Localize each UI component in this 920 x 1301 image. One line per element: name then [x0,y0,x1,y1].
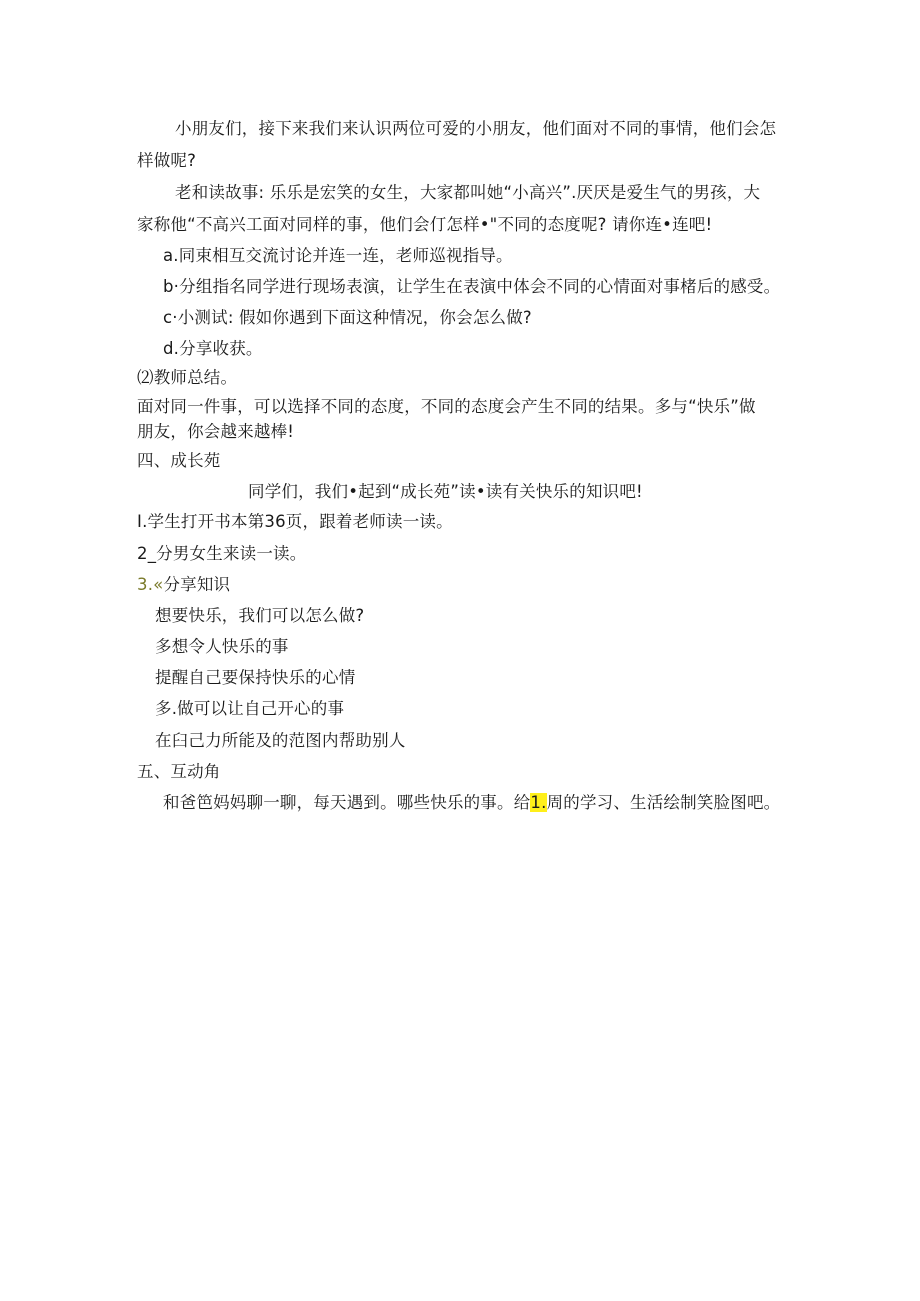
activity-a: a.同束相互交流讨论并连一连，老师巡视指导。 [163,246,513,265]
story-paragraph-line-1: 老和读故事: 乐乐是宏笑的女生，大家都叫她“小高兴”.厌厌是爱生气的男孩，大 [175,183,761,202]
step-1: I.学生打开书本第36页，跟着老师读一读。 [137,512,453,531]
step-3-label: 分享知识 [163,575,231,594]
knowledge-item-2: 提醒自己要保持快乐的心情 [155,668,356,687]
step-2: 2_分男女生来读一读。 [137,544,307,563]
summary-paragraph-line-1: 面对同一件事，可以选择不同的态度，不同的态度会产生不同的结果。多与“快乐”做 [137,397,756,416]
interaction-text-part-1: 和爸笆妈妈聊一聊，每天遇到。哪些快乐的事。给 [163,793,531,812]
step-3 [137,574,230,596]
teacher-summary-heading: ⑵教师总结。 [137,368,238,387]
intro-paragraph-line-1: 小朋友们，接下来我们来认识两位可爱的小朋友，他们面对不同的事情，他们会怎 [175,119,777,138]
activity-c: c·小测试: 假如你遇到下面这种情况，你会怎么做? [163,308,532,327]
section-heading-interaction: 五、互动角 [137,762,221,781]
intro-paragraph-line-2: 样做呢? [137,151,197,170]
interaction-text-part-2: 周的学习、生活绘制笑脸图吧。 [546,793,781,812]
knowledge-item-3: 多.做可以让自己开心的事 [155,699,345,718]
knowledge-item-4: 在臼己力所能及的范图内帮助别人 [155,731,406,750]
knowledge-item-1: 多想令人快乐的事 [155,637,289,656]
summary-paragraph-line-2: 朋友，你会越来越棒! [137,422,295,441]
growth-intro: 同学们，我们•起到“成长苑”读•读有关快乐的知识吧! [248,482,643,501]
activity-d: d.分享收获。 [163,339,263,358]
highlighted-number: 1. [530,793,547,812]
section-heading-growth: 四、成长苑 [137,451,221,470]
activity-b: b·分组指名同学进行现场表演，让学生在表演中体会不同的心情面对事楮后的感受。 [163,277,781,296]
story-paragraph-line-2: 家称他“不高兴工面对同样的事，他们会仃怎样•"不同的态度呢? 请你连•连吧! [137,215,713,234]
knowledge-question: 想要快乐，我们可以怎么做? [155,606,365,625]
step-3-prefix: 3.« [137,575,164,594]
interaction-paragraph [163,792,780,814]
